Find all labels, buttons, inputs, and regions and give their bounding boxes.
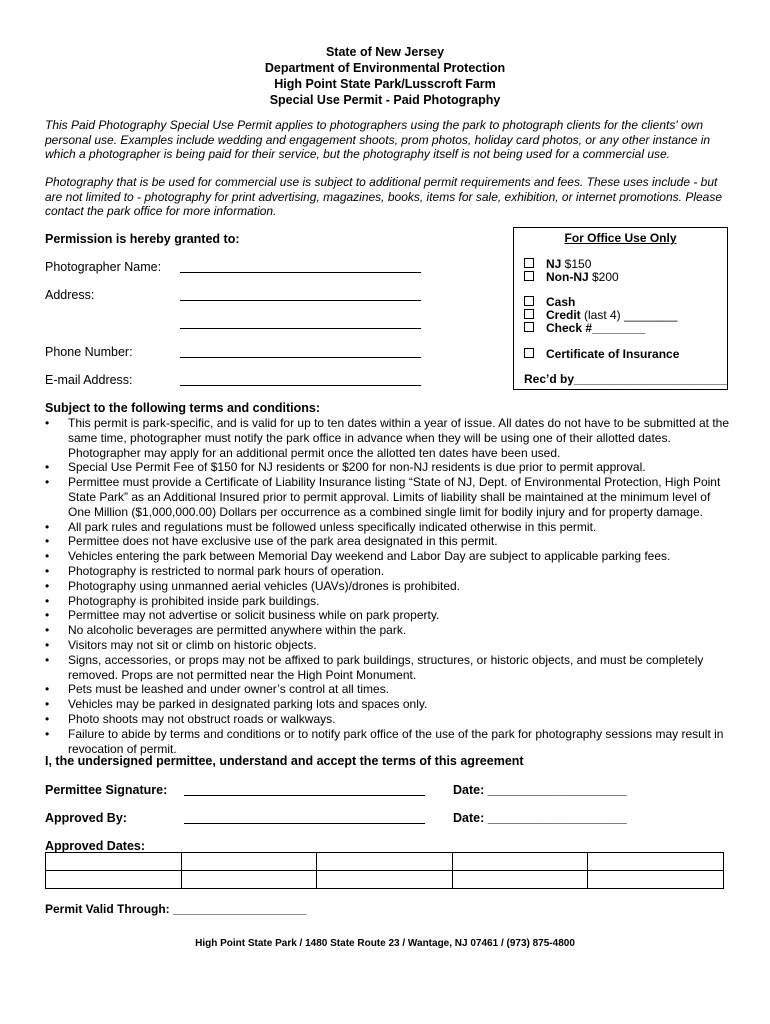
term-item: • Vehicles may be parked in designated parking lots and spaces only. — [45, 697, 730, 712]
term-item: • Vehicles entering the park between Memorial Day weekend and Labor Day are subject to applicable parking fees. — [45, 549, 730, 564]
term-item: • Photo shoots may not obstruct roads or walkways. — [45, 712, 730, 727]
date-cell[interactable] — [452, 853, 588, 871]
header-state: State of New Jersey — [325, 45, 445, 59]
approval-date-field[interactable]: Date: ____________________ — [453, 811, 627, 825]
photographer-name-field[interactable] — [180, 272, 421, 273]
approved-by-label: Approved By: — [45, 811, 127, 825]
nj-fee: $150 — [561, 257, 592, 271]
term-item: • Permittee does not have exclusive use of the park area designated in this permit. — [45, 534, 730, 549]
term-item: • Photography using unmanned aerial vehicles (UAVs)/drones is prohibited. — [45, 579, 730, 594]
non-nj-fee: $200 — [588, 270, 619, 284]
table-row — [46, 853, 724, 871]
permittee-signature-field[interactable] — [184, 795, 425, 796]
document-header — [0, 44, 770, 108]
term-item: • Pets must be leashed and under owner’s control at all times. — [45, 682, 730, 697]
date-cell[interactable] — [317, 853, 453, 871]
term-item: • No alcoholic beverages are permitted anywhere within the park. — [45, 623, 730, 638]
header-permit-title: Special Use Permit - Paid Photography — [269, 93, 501, 107]
address-field-line-2[interactable] — [180, 328, 421, 329]
cash-checkbox[interactable] — [524, 296, 534, 306]
non-nj-label: Non-NJ — [546, 270, 589, 284]
approved-by-field[interactable] — [184, 823, 425, 824]
date-cell[interactable] — [46, 853, 182, 871]
term-item: • Signs, accessories, or props may not be affixed to park buildings, structures, or historic objects, and must be completely removed. Props are not permitted near the High Point Monument. — [45, 653, 730, 683]
date-cell[interactable] — [588, 871, 724, 889]
intro-paragraph-2: Photography that is be used for commercial use is subject to additional permit requirements and fees. These uses include - but are not limited to - photography for print advertising, magazines, books, items for sale, exhibition, or internet promotions. Please contact the park office for more information. — [45, 175, 723, 218]
approved-dates-table — [45, 852, 724, 889]
check-label: Check #________ — [546, 321, 646, 335]
address-label: Address: — [45, 288, 95, 302]
non-nj-fee-checkbox[interactable] — [524, 271, 534, 281]
header-park: High Point State Park/Lusscroft Farm — [274, 77, 496, 91]
table-row — [46, 871, 724, 889]
received-by-field[interactable] — [524, 373, 728, 386]
photographer-name-label: Photographer Name: — [45, 260, 162, 274]
signature-date-field[interactable]: Date: ____________________ — [453, 783, 627, 797]
email-label: E-mail Address: — [45, 373, 133, 387]
date-cell[interactable] — [452, 871, 588, 889]
term-item: • Permittee must provide a Certificate of Liability Insurance listing “State of NJ, Dept. of Environmental Protection, High Point State Park” as an Additional Insured prior to permit approval. Limits of liability shall be maintained at the minimum level of One Million ($1,000,000.00) Dollars per occurrence as a combined single limit for bodily injury and for property damage. — [45, 475, 730, 519]
footer-address: High Point State Park / 1480 State Route 23 / Wantage, NJ 07461 / (973) 875-4800 — [195, 938, 575, 949]
office-use-title: For Office Use Only — [564, 231, 677, 245]
credit-last4: (last 4) ________ — [580, 308, 678, 322]
nj-fee-checkbox[interactable] — [524, 258, 534, 268]
permission-heading: Permission is hereby granted to: — [45, 232, 240, 246]
permittee-signature-label: Permittee Signature: — [45, 783, 168, 797]
check-checkbox[interactable] — [524, 322, 534, 332]
insurance-checkbox[interactable] — [524, 348, 534, 358]
term-item: • Special Use Permit Fee of $150 for NJ residents or $200 for non-NJ residents is due prior to permit approval. — [45, 460, 730, 475]
address-field-line-1[interactable] — [180, 300, 421, 301]
phone-label: Phone Number: — [45, 345, 133, 359]
office-item-check — [524, 322, 645, 335]
terms-heading: Subject to the following terms and conditions: — [45, 401, 320, 415]
permit-valid-through-field[interactable]: Permit Valid Through: ____________________ — [45, 902, 307, 916]
date-cell[interactable] — [588, 853, 724, 871]
insurance-label: Certificate of Insurance — [546, 347, 680, 361]
header-department: Department of Environmental Protection — [264, 61, 506, 75]
nj-label: NJ — [546, 257, 562, 271]
term-item: • Permittee may not advertise or solicit business while on park property. — [45, 608, 730, 623]
office-item-non-nj — [524, 271, 619, 284]
credit-label: Credit — [546, 308, 581, 322]
date-cell[interactable] — [181, 871, 317, 889]
term-item: • All park rules and regulations must be followed unless specifically indicated otherwise in this permit. — [45, 520, 730, 535]
email-field[interactable] — [180, 385, 421, 386]
approved-dates-label: Approved Dates: — [45, 839, 146, 853]
office-use-box — [513, 227, 728, 390]
cash-label: Cash — [546, 295, 576, 309]
intro-paragraph-1: This Paid Photography Special Use Permit applies to photographers using the park to photograph clients for the clients' own personal use. Examples include wedding and engagement shoots, prom photos, holiday card photos, or any other instance in which a photographer is being paid for their service, but the photography itself is not being used for a commercial use. — [45, 118, 711, 161]
terms-list — [45, 416, 730, 756]
term-item: • This permit is park-specific, and is valid for up to ten dates within a year of issue. All dates do not have to be submitted at the same time, photographer must notify the park office in advance when they will be using one of their allotted dates. Photographer may apply for an additional permit once the allotted ten dates have been used. — [45, 416, 730, 460]
date-cell[interactable] — [317, 871, 453, 889]
received-by-label: Rec’d by_______________________ — [524, 372, 728, 386]
agreement-statement: I, the undersigned permittee, understand and accept the terms of this agreement — [45, 754, 524, 768]
term-item: • Visitors may not sit or climb on historic objects. — [45, 638, 730, 653]
office-item-insurance — [524, 348, 679, 361]
term-item: • Photography is prohibited inside park buildings. — [45, 594, 730, 609]
credit-checkbox[interactable] — [524, 309, 534, 319]
phone-field[interactable] — [180, 357, 421, 358]
date-cell[interactable] — [181, 853, 317, 871]
term-item: • Photography is restricted to normal park hours of operation. — [45, 564, 730, 579]
term-item: • Failure to abide by terms and conditions or to notify park office of the use of the park for photography sessions may result in revocation of permit. — [45, 727, 730, 757]
date-cell[interactable] — [46, 871, 182, 889]
